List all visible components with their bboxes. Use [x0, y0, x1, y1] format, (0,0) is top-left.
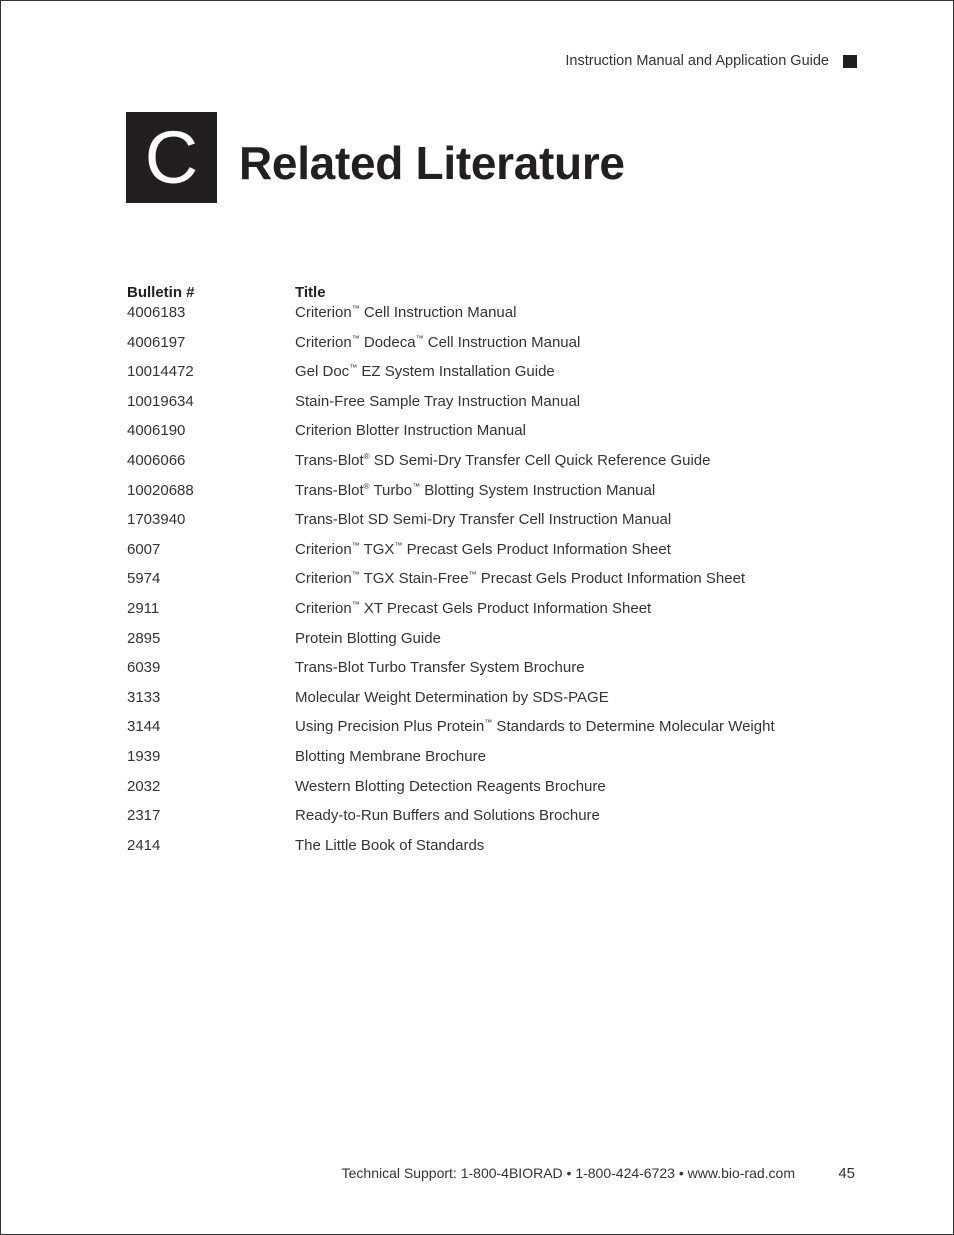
- bulletin-number: 4006183: [127, 304, 186, 321]
- literature-title: [295, 303, 516, 323]
- title-text: Dodeca: [359, 333, 416, 351]
- bulletin-number: 2317: [127, 807, 161, 825]
- trademark-symbol: ™: [415, 333, 424, 343]
- title-text: Criterion: [295, 333, 352, 351]
- title-text: Blotting Membrane Brochure: [295, 747, 486, 765]
- bulletin-number: 2911: [127, 599, 160, 617]
- title-text: TGX: [359, 540, 395, 558]
- title-text: The Little Book of Standards: [295, 836, 485, 854]
- table-row: [127, 806, 847, 836]
- title-text: Western Blotting Detection Reagents Brochure: [295, 777, 606, 795]
- bulletin-number: 4006190: [127, 422, 186, 440]
- trademark-symbol: ™: [412, 481, 421, 491]
- literature-title: [295, 806, 600, 826]
- trademark-symbol: ™: [484, 718, 493, 728]
- bulletin-number: 4006066: [127, 451, 186, 469]
- title-text: Precast Gels Product Information Sheet: [476, 570, 746, 588]
- title-text: Using Precision Plus Protein: [295, 718, 485, 736]
- title-text: Gel Doc: [295, 363, 350, 381]
- literature-title: [295, 333, 580, 353]
- title-text: Trans-Blot: [295, 481, 364, 499]
- literature-title: [295, 481, 655, 501]
- literature-title: [295, 836, 484, 856]
- literature-title: [295, 599, 651, 619]
- title-text: Criterion: [295, 540, 352, 558]
- running-title: Instruction Manual and Application Guide: [565, 53, 829, 69]
- bulletin-number: 10020688: [127, 481, 194, 499]
- table-row: [127, 333, 847, 363]
- literature-title: [295, 362, 555, 382]
- table-row: [127, 451, 847, 481]
- table-row: [127, 392, 847, 422]
- literature-title: [295, 747, 486, 767]
- title-text: Criterion: [295, 570, 352, 588]
- table-row: [127, 481, 847, 511]
- literature-title: [295, 658, 585, 678]
- page-footer: [1, 1165, 953, 1185]
- trademark-symbol: ™: [351, 333, 360, 343]
- table-row: [127, 540, 847, 570]
- trademark-symbol: ™: [351, 570, 360, 580]
- title-text: Turbo: [369, 481, 413, 499]
- header-square-marker: [843, 55, 857, 68]
- literature-title: [295, 421, 526, 441]
- bulletin-number: 5974: [127, 570, 161, 588]
- trademark-symbol: ™: [351, 540, 360, 550]
- table-row: [127, 362, 847, 392]
- bulletin-number: 10019634: [127, 392, 194, 410]
- table-row: [127, 510, 847, 540]
- title-text: Stain-Free Sample Tray Instruction Manual: [295, 392, 581, 410]
- bulletin-number: 4006197: [127, 333, 186, 351]
- table-row: [127, 569, 847, 599]
- table-row: [127, 777, 847, 807]
- literature-title: [295, 777, 606, 797]
- title-text: Cell Instruction Manual: [359, 304, 517, 321]
- table-row: [127, 421, 847, 451]
- title-text: Trans-Blot: [295, 451, 364, 469]
- title-text: Trans-Blot Turbo Transfer System Brochure: [295, 659, 585, 677]
- table-row: [127, 303, 847, 333]
- trademark-symbol: ™: [349, 363, 358, 373]
- trademark-symbol: ™: [468, 570, 477, 580]
- table-row: [127, 688, 847, 718]
- table-row: [127, 717, 847, 747]
- bulletin-number: 1939: [127, 747, 161, 765]
- title-text: SD Semi-Dry Transfer Cell Quick Reference Guide: [369, 451, 711, 469]
- literature-title: [295, 569, 745, 589]
- bulletin-number: 2032: [127, 777, 161, 795]
- title-text: Precast Gels Product Information Sheet: [402, 540, 671, 558]
- title-text: Ready-to-Run Buffers and Solutions Brochure: [295, 807, 600, 825]
- literature-title: [295, 717, 775, 737]
- trademark-symbol: ®: [363, 481, 370, 491]
- title-text: Criterion: [295, 599, 352, 617]
- chapter-letter-box: [126, 112, 217, 203]
- bulletin-number: 10014472: [127, 363, 194, 381]
- title-text: Criterion Blotter Instruction Manual: [295, 422, 526, 440]
- bulletin-number: 3133: [127, 688, 161, 706]
- table-row: [127, 747, 847, 777]
- title-text: Trans-Blot SD Semi-Dry Transfer Cell Instruction Manual: [295, 511, 672, 529]
- trademark-symbol: ™: [351, 304, 360, 313]
- running-header: [565, 53, 857, 69]
- title-text: EZ System Installation Guide: [357, 363, 555, 381]
- table-row: [127, 658, 847, 688]
- column-header-bulletin: Bulletin #: [127, 284, 195, 301]
- trademark-symbol: ™: [394, 540, 403, 550]
- literature-title: [295, 629, 441, 649]
- bulletin-number: 1703940: [127, 511, 186, 529]
- bulletin-number: 2895: [127, 629, 161, 647]
- table-row: [127, 599, 847, 629]
- page-number: 45: [838, 1165, 855, 1182]
- literature-title: [295, 392, 580, 412]
- footer-support-text: Technical Support: 1-800-4BIORAD • 1-800-424-6723 • www.bio-rad.com: [341, 1165, 795, 1181]
- bulletin-number: 6007: [127, 540, 161, 558]
- literature-title: [295, 540, 671, 560]
- bulletin-number: 2414: [127, 836, 161, 854]
- title-text: XT Precast Gels Product Information Sheet: [359, 599, 652, 617]
- column-header-title: Title: [295, 284, 326, 301]
- title-text: Cell Instruction Manual: [423, 333, 581, 351]
- table-row: [127, 629, 847, 659]
- title-text: Blotting System Instruction Manual: [420, 481, 656, 499]
- bulletin-number: 6039: [127, 659, 161, 677]
- page-title: Related Literature: [239, 137, 625, 189]
- title-text: Standards to Determine Molecular Weight: [492, 718, 775, 736]
- title-text: Criterion: [295, 304, 352, 321]
- literature-title: [295, 510, 671, 530]
- bulletin-number: 3144: [127, 718, 161, 736]
- title-text: Molecular Weight Determination by SDS-PAGE: [295, 688, 609, 706]
- literature-table: [127, 303, 847, 865]
- title-text: TGX Stain-Free: [359, 570, 469, 588]
- table-header-row: [127, 284, 827, 303]
- trademark-symbol: ®: [363, 451, 370, 461]
- literature-title: [295, 688, 609, 708]
- trademark-symbol: ™: [351, 599, 360, 609]
- chapter-letter: C: [144, 115, 199, 199]
- title-text: Protein Blotting Guide: [295, 629, 441, 647]
- literature-title: [295, 451, 711, 471]
- table-row: [127, 836, 847, 866]
